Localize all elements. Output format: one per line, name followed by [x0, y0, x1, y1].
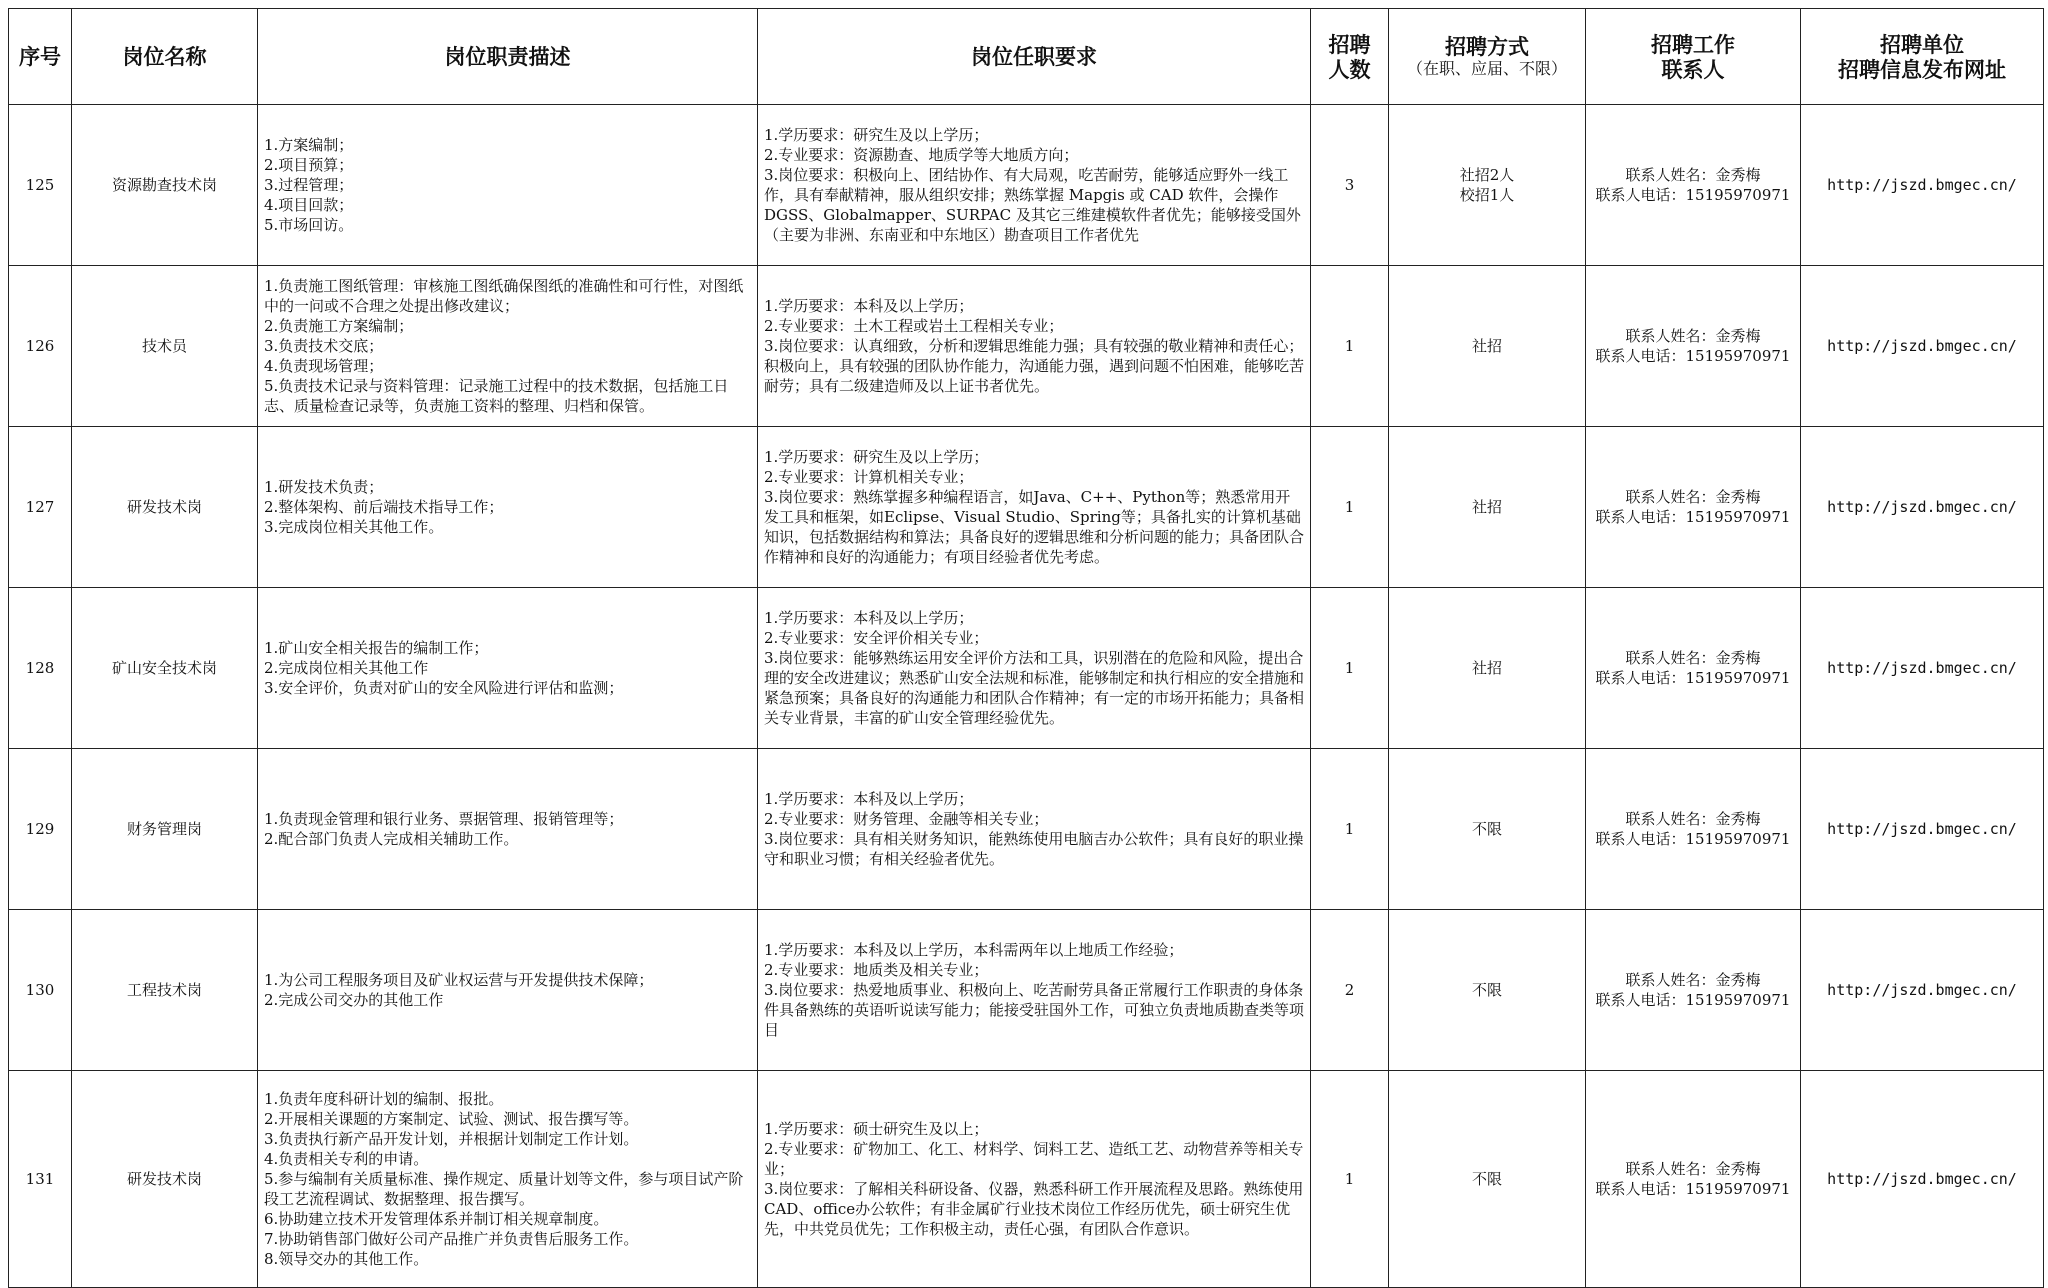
header-mode-title: 招聘方式: [1445, 34, 1529, 59]
cell-no: 128: [9, 588, 72, 749]
cell-job-name: 资源勘查技术岗: [72, 105, 258, 266]
table-row: [9, 105, 2044, 266]
cell-url[interactable]: http://jszd.bmgec.cn/: [1801, 427, 2044, 588]
header-duty: 岗位职责描述: [258, 9, 758, 105]
header-job-name: 岗位名称: [72, 9, 258, 105]
cell-job-name: 财务管理岗: [72, 749, 258, 910]
cell-count: 1: [1311, 588, 1389, 749]
cell-mode: 社招: [1389, 588, 1586, 749]
cell-duty: 1.负责施工图纸管理：审核施工图纸确保图纸的准确性和可行性，对图纸中的一问或不合理之处提出修改建议； 2.负责施工方案编制； 3.负责技术交底； 4.负责现场管理； 5.负责技术记录与资料管理：记录施工过程中的技术数据，包括施工日志、质量检查记录等，负责施工资料的整理、归档和保管。: [258, 266, 758, 427]
cell-job-name: 矿山安全技术岗: [72, 588, 258, 749]
table-row: [9, 749, 2044, 910]
cell-url[interactable]: http://jszd.bmgec.cn/: [1801, 749, 2044, 910]
cell-mode: 社招2人 校招1人: [1389, 105, 1586, 266]
cell-url[interactable]: http://jszd.bmgec.cn/: [1801, 105, 2044, 266]
cell-count: 1: [1311, 427, 1389, 588]
cell-duty: 1.方案编制； 2.项目预算； 3.过程管理； 4.项目回款； 5.市场回访。: [258, 105, 758, 266]
cell-contact: 联系人姓名：金秀梅 联系人电话：15195970971: [1586, 266, 1801, 427]
cell-no: 126: [9, 266, 72, 427]
header-mode: [1389, 9, 1586, 105]
cell-count: 2: [1311, 910, 1389, 1071]
cell-job-name: 研发技术岗: [72, 427, 258, 588]
cell-contact: 联系人姓名：金秀梅 联系人电话：15195970971: [1586, 427, 1801, 588]
cell-count: 1: [1311, 266, 1389, 427]
cell-duty: 1.为公司工程服务项目及矿业权运营与开发提供技术保障； 2.完成公司交办的其他工作: [258, 910, 758, 1071]
cell-requirements: 1.学历要求：硕士研究生及以上； 2.专业要求：矿物加工、化工、材料学、饲料工艺、造纸工艺、动物营养等相关专业； 3.岗位要求：了解相关科研设备、仪器，熟悉科研工作开展流程及思路。熟练使用CAD、office办公软件；有非金属矿行业技术岗位工作经历优先，硕士研究生优先，中共党员优先；工作积极主动，责任心强，有团队合作意识。: [758, 1071, 1311, 1288]
cell-count: 1: [1311, 1071, 1389, 1288]
cell-url[interactable]: http://jszd.bmgec.cn/: [1801, 910, 2044, 1071]
header-requirements: 岗位任职要求: [758, 9, 1311, 105]
cell-no: 129: [9, 749, 72, 910]
header-no: 序号: [9, 9, 72, 105]
header-row: [9, 9, 2044, 105]
cell-mode: 不限: [1389, 1071, 1586, 1288]
cell-duty: 1.负责年度科研计划的编制、报批。 2.开展相关课题的方案制定、试验、测试、报告撰写等。 3.负责执行新产品开发计划，并根据计划制定工作计划。 4.负责相关专利的申请。 5.参与编制有关质量标准、操作规定、质量计划等文件，参与项目试产阶段工艺流程调试、数据整理、报告撰写。 6.协助建立技术开发管理体系并制订相关规章制度。 7.协助销售部门做好公司产品推广并负责售后服务工作。 8.领导交办的其他工作。: [258, 1071, 758, 1288]
cell-requirements: 1.学历要求：本科及以上学历； 2.专业要求：安全评价相关专业； 3.岗位要求：能够熟练运用安全评价方法和工具，识别潜在的危险和风险，提出合理的安全改进建议；熟悉矿山安全法规和标准，能够制定和执行相应的安全措施和紧急预案；具备良好的沟通能力和团队合作精神；有一定的市场开拓能力；具备相关专业背景，丰富的矿山安全管理经验优先。: [758, 588, 1311, 749]
cell-requirements: 1.学历要求：本科及以上学历，本科需两年以上地质工作经验； 2.专业要求：地质类及相关专业； 3.岗位要求：热爱地质事业、积极向上、吃苦耐劳具备正常履行工作职责的身体条件具备熟练的英语听说读写能力；能接受驻国外工作，可独立负责地质勘查类等项目: [758, 910, 1311, 1071]
cell-url[interactable]: http://jszd.bmgec.cn/: [1801, 266, 2044, 427]
header-count: 招聘 人数: [1311, 9, 1389, 105]
cell-job-name: 工程技术岗: [72, 910, 258, 1071]
cell-mode: 不限: [1389, 749, 1586, 910]
cell-contact: 联系人姓名：金秀梅 联系人电话：15195970971: [1586, 105, 1801, 266]
cell-duty: 1.研发技术负责； 2.整体架构、前后端技术指导工作； 3.完成岗位相关其他工作。: [258, 427, 758, 588]
table-row: [9, 427, 2044, 588]
cell-contact: 联系人姓名：金秀梅 联系人电话：15195970971: [1586, 1071, 1801, 1288]
cell-url[interactable]: http://jszd.bmgec.cn/: [1801, 588, 2044, 749]
cell-duty: 1.矿山安全相关报告的编制工作； 2.完成岗位相关其他工作 3.安全评价，负责对矿山的安全风险进行评估和监测；: [258, 588, 758, 749]
table-row: [9, 910, 2044, 1071]
cell-count: 1: [1311, 749, 1389, 910]
header-mode-subtitle: （在职、应届、不限）: [1406, 59, 1567, 78]
cell-job-name: 技术员: [72, 266, 258, 427]
cell-no: 125: [9, 105, 72, 266]
cell-contact: 联系人姓名：金秀梅 联系人电话：15195970971: [1586, 749, 1801, 910]
cell-requirements: 1.学历要求：本科及以上学历； 2.专业要求：财务管理、金融等相关专业； 3.岗位要求：具有相关财务知识，能熟练使用电脑吉办公软件；具有良好的职业操守和职业习惯；有相关经验者优先。: [758, 749, 1311, 910]
cell-duty: 1.负责现金管理和银行业务、票据管理、报销管理等； 2.配合部门负责人完成相关辅助工作。: [258, 749, 758, 910]
table-row: [9, 588, 2044, 749]
cell-count: 3: [1311, 105, 1389, 266]
table-row: [9, 266, 2044, 427]
header-contact: 招聘工作 联系人: [1586, 9, 1801, 105]
table-row: [9, 1071, 2044, 1288]
cell-url[interactable]: http://jszd.bmgec.cn/: [1801, 1071, 2044, 1288]
cell-requirements: 1.学历要求：本科及以上学历； 2.专业要求：土木工程或岩土工程相关专业； 3.岗位要求：认真细致，分析和逻辑思维能力强；具有较强的敬业精神和责任心；积极向上，具有较强的团队协作能力，沟通能力强，遇到问题不怕困难，能够吃苦耐劳；具有二级建造师及以上证书者优先。: [758, 266, 1311, 427]
cell-no: 130: [9, 910, 72, 1071]
header-url: 招聘单位 招聘信息发布网址: [1801, 9, 2044, 105]
cell-mode: 社招: [1389, 427, 1586, 588]
cell-mode: 不限: [1389, 910, 1586, 1071]
cell-mode: 社招: [1389, 266, 1586, 427]
cell-requirements: 1.学历要求：研究生及以上学历； 2.专业要求：资源勘查、地质学等大地质方向； 3.岗位要求：积极向上、团结协作、有大局观，吃苦耐劳，能够适应野外一线工作，具有奉献精神，服从组织安排；熟练掌握 Mapgis 或 CAD 软件，会操作 DGSS、Globalmapper、SURPAC 及其它三维建模软件者优先；能够接受国外（主要为非洲、东南亚和中东地区）勘查项目工作者优先: [758, 105, 1311, 266]
cell-no: 131: [9, 1071, 72, 1288]
cell-job-name: 研发技术岗: [72, 1071, 258, 1288]
cell-requirements: 1.学历要求：研究生及以上学历； 2.专业要求：计算机相关专业； 3.岗位要求：熟练掌握多种编程语言，如Java、C++、Python等；熟悉常用开发工具和框架，如Eclipse、Visual Studio、Spring等；具备扎实的计算机基础知识，包括数据结构和算法；具备良好的逻辑思维和分析问题的能力；具备团队合作精神和良好的沟通能力；有项目经验者优先考虑。: [758, 427, 1311, 588]
cell-no: 127: [9, 427, 72, 588]
recruitment-table: [8, 8, 2044, 1288]
cell-contact: 联系人姓名：金秀梅 联系人电话：15195970971: [1586, 588, 1801, 749]
cell-contact: 联系人姓名：金秀梅 联系人电话：15195970971: [1586, 910, 1801, 1071]
